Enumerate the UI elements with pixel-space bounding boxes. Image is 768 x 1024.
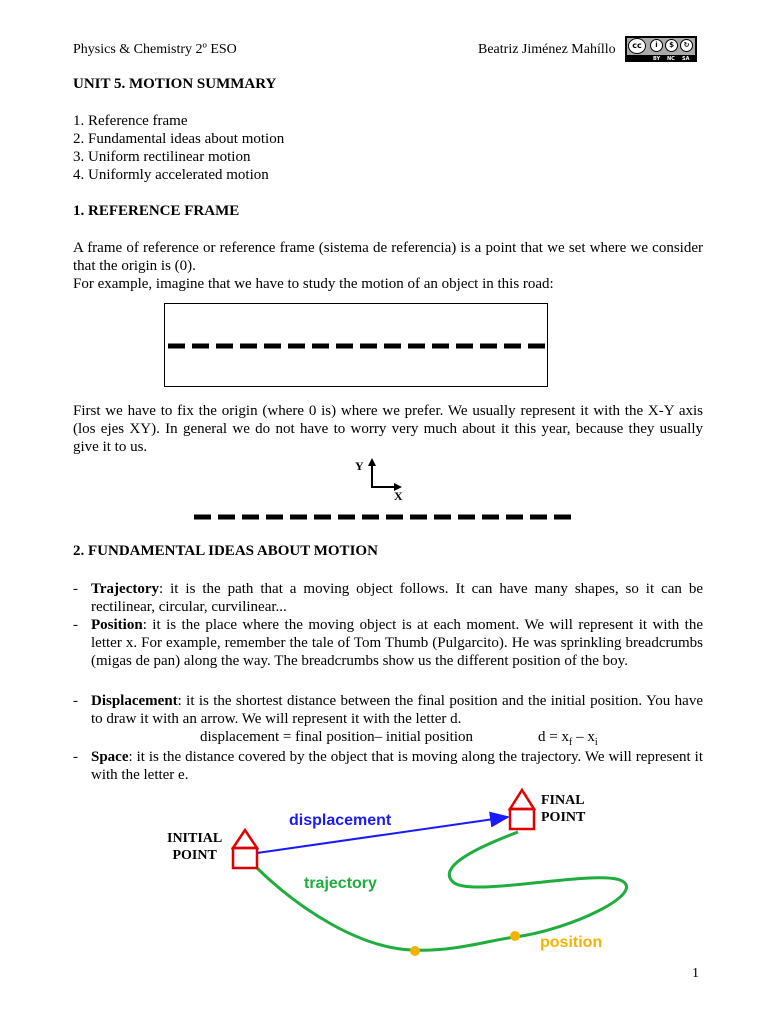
- concept-item-space: - Space: it is the distance covered by the object that is moving along the trajectory. We will represent it with the letter e.: [73, 749, 703, 783]
- displacement-label: displacement: [289, 812, 392, 829]
- final-point-house-icon: [510, 790, 534, 829]
- term: Space: [91, 749, 129, 765]
- displacement-formula-words: displacement = final position– initial position: [200, 729, 474, 745]
- xy-axis-figure: [340, 455, 420, 505]
- cc-nc-icon: $: [665, 39, 678, 52]
- initial-point-house-icon: [233, 830, 257, 868]
- x-axis-label: X: [394, 489, 403, 503]
- final-point-label: FINAL POINT: [541, 793, 586, 825]
- trajectory-label: trajectory: [304, 875, 377, 892]
- section1-paragraph: First we have to fix the origin (where 0 is) where we prefer. We usually represent it with the X-Y axis (los ejes XY). In general we do not have to worry very much about it this year, because they usually give it to us.: [73, 403, 703, 455]
- y-axis-label: Y: [355, 459, 364, 473]
- section2-heading: 2. FUNDAMENTAL IDEAS ABOUT MOTION: [73, 543, 378, 559]
- header-author: Beatriz Jiménez Mahíllo: [478, 42, 616, 57]
- toc-item: 1. Reference frame: [73, 113, 188, 129]
- cc-logo-icon: cc: [628, 38, 646, 54]
- page-title: UNIT 5. MOTION SUMMARY: [73, 76, 277, 92]
- road-figure: [164, 303, 548, 387]
- road-line-with-origin: [192, 512, 576, 522]
- motion-diagram: [0, 780, 768, 980]
- displacement-formula-symbols: $d = x_f - x_i$: [538, 729, 598, 748]
- cc-by-icon: i: [650, 39, 663, 52]
- position-dot: [510, 931, 520, 941]
- position-label: position: [540, 934, 603, 951]
- position-dot: [410, 946, 420, 956]
- term: Displacement: [91, 693, 178, 709]
- concept-item-displacement: - Displacement: it is the shortest distance between the final position and the initial position. You have to draw it with an arrow. We will represent it with the letter d.: [73, 693, 703, 727]
- term: Trajectory: [91, 581, 160, 597]
- section1-paragraph: For example, imagine that we have to study the motion of an object in this road:: [73, 276, 554, 292]
- concept-item-position: - Position: it is the place where the moving object is at each moment. We will represent it with the letter x. For example, remember the tale of Tom Thumb (Pulgarcito). He was sprinkling breadcrumbs (migas de pan) along the way. The breadcrumbs show us the different position of the boy.: [73, 617, 703, 669]
- toc-item: 4. Uniformly accelerated motion: [73, 167, 269, 183]
- toc-item: 2. Fundamental ideas about motion: [73, 131, 285, 147]
- concept-item-trajectory: - Trajectory: it is the path that a moving object follows. It can have many shapes, so it can be rectilinear, circular, curvilinear...: [73, 581, 703, 615]
- section1-heading: 1. REFERENCE FRAME: [73, 203, 240, 219]
- cc-license-icon: [625, 36, 697, 62]
- road-dashes: [164, 303, 548, 387]
- toc-list: [73, 112, 284, 184]
- cc-sa-label: SA: [682, 56, 690, 62]
- cc-sa-icon: ↻: [680, 39, 693, 52]
- cc-nc-label: NC: [667, 56, 675, 62]
- section1-paragraph: A frame of reference or reference frame (sistema de referencia) is a point that we set where we consider that the origin is (0).: [73, 240, 703, 274]
- cc-by-label: BY: [653, 56, 661, 62]
- page-number: 1: [692, 966, 699, 981]
- header-course: Physics & Chemistry 2º ESO: [73, 42, 237, 57]
- initial-point-label: INITIAL POINT: [167, 831, 223, 863]
- y-axis-arrowhead: [368, 458, 376, 466]
- term: Position: [91, 617, 143, 633]
- toc-item: 3. Uniform rectilinear motion: [73, 149, 251, 165]
